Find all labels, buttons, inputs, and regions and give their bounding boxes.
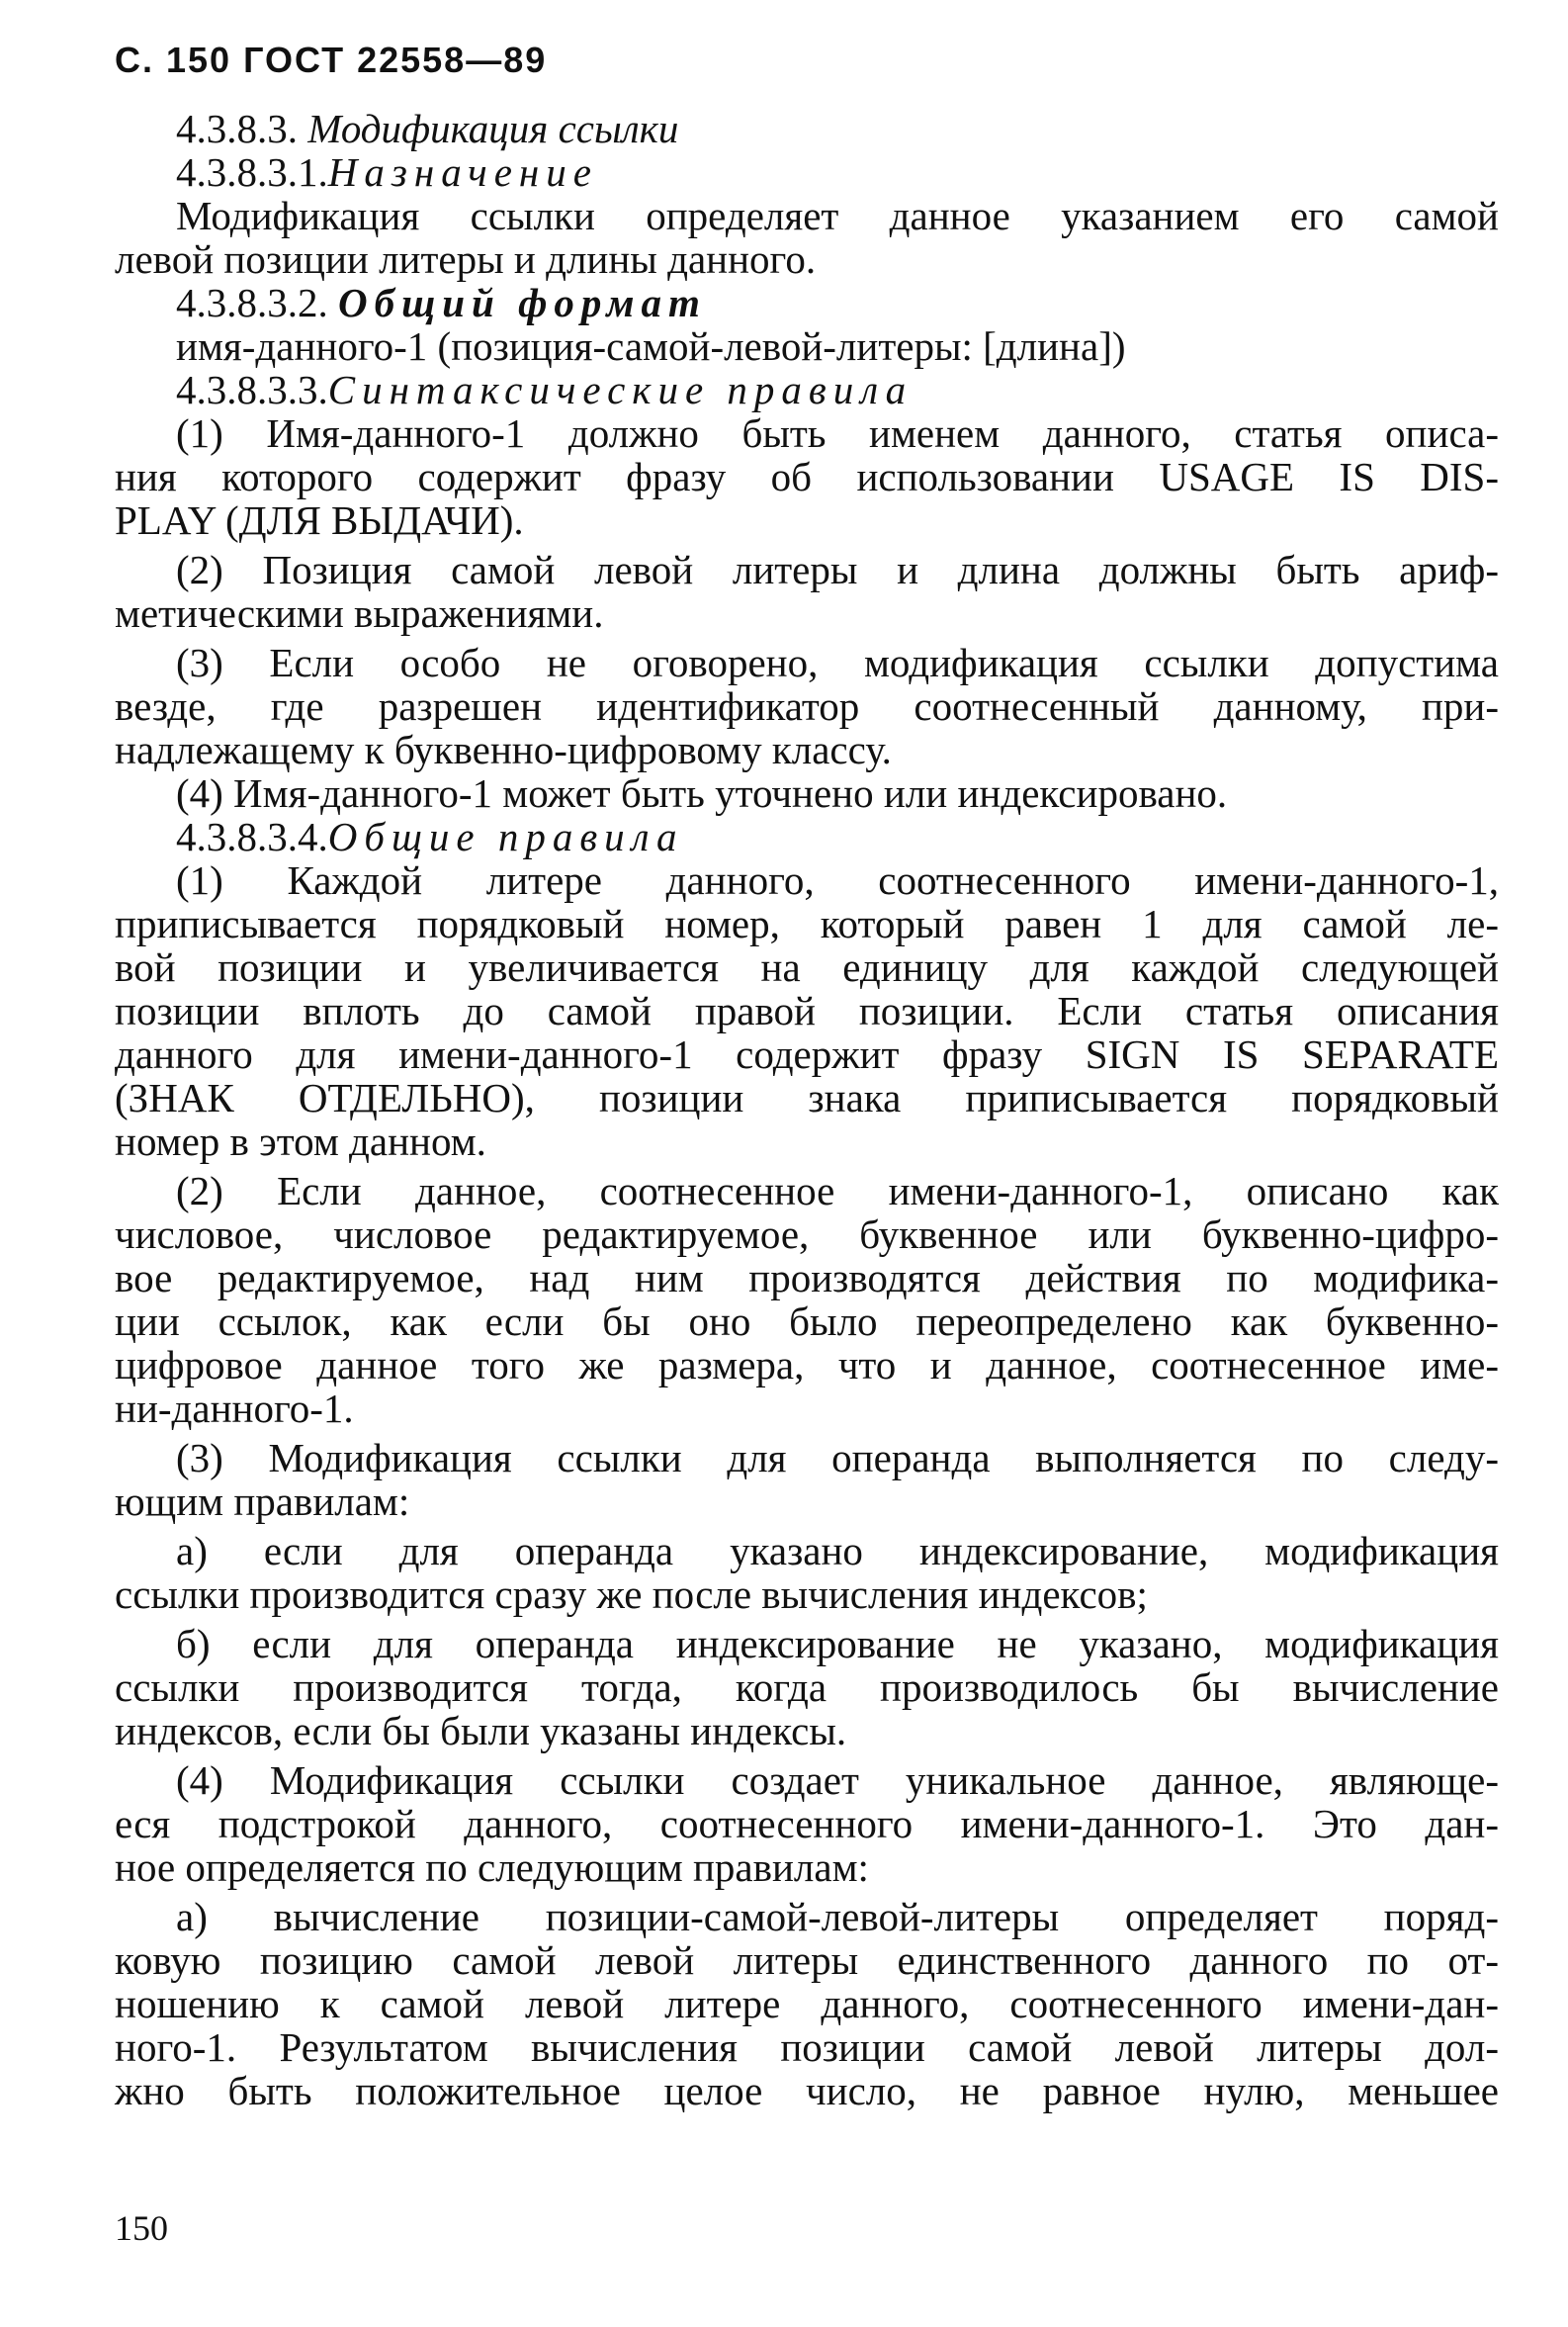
section-number: 4.3.8.3. [176, 106, 298, 151]
section-number: 4.3.8.3.1. [176, 149, 328, 195]
text-line: номер в этом данном. [115, 1119, 486, 1164]
text-line: Модификация ссылки определяет данное указанием его самой [176, 193, 1499, 238]
text-line: (2) Позиция самой левой литеры и длина должны быть ариф- [176, 547, 1499, 592]
text-line: везде, где разрешен идентификатор соотнесенный данному, при- [115, 683, 1499, 729]
text-line: числовое, числовое редактируемое, буквенное или буквенно-цифро- [115, 1211, 1499, 1257]
section-number: 4.3.8.3.3. [176, 367, 328, 412]
text-line: б) если для операнда индексирование не указано, модификация [176, 1621, 1499, 1666]
section-number: 4.3.8.3.2. [176, 280, 328, 325]
text-line: ковую позицию самой левой литеры единственного данного по от- [115, 1937, 1499, 1983]
text-line: (2) Если данное, соотнесенное имени-данного-1, описано как [176, 1168, 1499, 1213]
page-number: 150 [115, 2208, 168, 2248]
text-line: метическими выражениями. [115, 590, 604, 636]
section-heading [115, 281, 1499, 324]
section-title: Модификация ссылки [307, 106, 679, 151]
text-line: имя-данного-1 (позиция-самой-левой-литеры: [длина]) [176, 323, 1126, 369]
text-line: ношению к самой левой литере данного, соотнесенного имени-дан- [115, 1981, 1499, 2026]
text-line: позиции вплоть до самой правой позиции. Если статья описания [115, 988, 1499, 1033]
section-title: Общий формат [338, 280, 707, 325]
text-line: ции ссылок, как если бы оно было переопределено как буквенно- [115, 1298, 1499, 1344]
text-line: (ЗНАК ОТДЕЛЬНО), позиции знака приписывается порядковый [115, 1075, 1499, 1120]
text-line: приписывается порядковый номер, который равен 1 для самой ле- [115, 901, 1499, 946]
text-line: левой позиции литеры и длины данного. [115, 236, 817, 282]
text-line: (4) Модификация ссылки создает уникальное данное, являюще- [176, 1757, 1499, 1803]
text-line: вое редактируемое, над ним производятся действия по модифика- [115, 1255, 1499, 1300]
document-page [115, 40, 1499, 2112]
text-line: цифровое данное того же размера, что и данное, соотнесенное име- [115, 1342, 1499, 1387]
text-line: жно быть положительное целое число, не равное нулю, меньшее [115, 2068, 1499, 2113]
text-line: PLAY (ДЛЯ ВЫДАЧИ). [115, 497, 524, 543]
page-header: С. 150 ГОСТ 22558—89 [115, 40, 548, 80]
text-line: (3) Модификация ссылки для операнда выполняется по следу- [176, 1435, 1499, 1480]
text-line: ное определяется по следующим правилам: [115, 1844, 869, 1890]
text-line: ного-1. Результатом вычисления позиции самой левой литеры дол- [115, 2024, 1499, 2070]
text-line: ни-данного-1. [115, 1386, 354, 1431]
text-line: вой позиции и увеличивается на единицу для каждой следующей [115, 944, 1499, 990]
section-title: Общие правила [327, 814, 684, 859]
section-number: 4.3.8.3.4. [176, 814, 328, 859]
section-title: Назначение [327, 149, 598, 195]
section-heading [115, 107, 1499, 150]
text-line: а) если для операнда указано индексирование, модификация [176, 1528, 1499, 1573]
text-line: еся подстрокой данного, соотнесенного имени-данного-1. Это дан- [115, 1801, 1499, 1846]
text-line: данного для имени-данного-1 содержит фразу SIGN IS SEPARATE [115, 1031, 1499, 1077]
text-line: ссылки производится сразу же после вычисления индексов; [115, 1571, 1148, 1617]
text-line: (1) Имя-данного-1 должно быть именем данного, статья описа- [176, 410, 1499, 456]
section-title: Синтаксические правила [327, 367, 914, 412]
section-heading [115, 150, 1499, 194]
section-heading [115, 368, 1499, 411]
text-line: надлежащему к буквенно-цифровому классу. [115, 727, 892, 772]
text-line: (3) Если особо не оговорено, модификация ссылки допустима [176, 640, 1499, 685]
text-line: (4) Имя-данного-1 может быть уточнено или индексировано. [176, 770, 1228, 816]
text-line: (1) Каждой литере данного, соотнесенного имени-данного-1, [176, 857, 1499, 903]
section-heading [115, 815, 1499, 858]
text-line: ссылки производится тогда, когда производилось бы вычисление [115, 1664, 1499, 1710]
text-line: индексов, если бы были указаны индексы. [115, 1708, 847, 1753]
text-line: ния которого содержит фразу об использовании USAGE IS DIS- [115, 454, 1499, 499]
text-line: а) вычисление позиции-самой-левой-литеры определяет поряд- [176, 1894, 1499, 1939]
text-line: ющим правилам: [115, 1478, 410, 1524]
